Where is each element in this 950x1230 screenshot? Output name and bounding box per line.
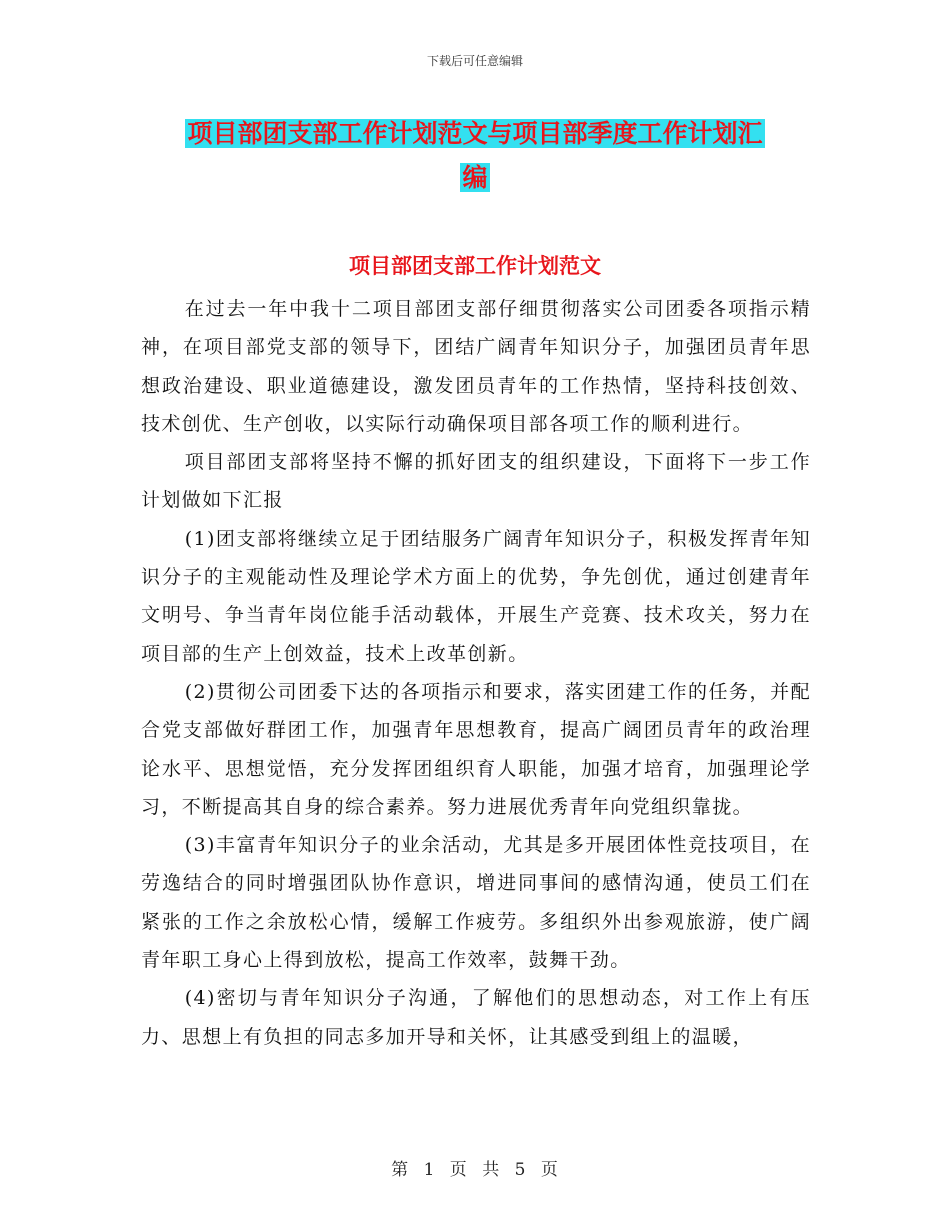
page-footer: [0, 1155, 950, 1180]
paragraph: (3)丰富青年知识分子的业余活动，尤其是多开展团体性竞技项目，在劳逸结合的同时增强团队协作意识，增进同事间的感情沟通，使员工们在紧张的工作之余放松心情，缓解工作疲劳。多组织外出参观旅游，使广阔青年职工身心上得到放松，提高工作效率，鼓舞干劲。: [141, 834, 811, 972]
paragraph: (1)团支部将继续立足于团结服务广阔青年知识分子，积极发挥青年知识分子的主观能动性及理论学术方面上的优势，争先创优，通过创建青年文明号、争当青年岗位能手活动载体，开展生产竞赛、技术攻关，努力在项目部的生产上创效益，技术上改革创新。: [141, 527, 811, 665]
section-title: 项目部团支部工作计划范文: [349, 254, 601, 278]
footer-total-pages: 5: [514, 1160, 527, 1180]
document-title: [145, 112, 805, 200]
paragraph: 项目部团支部将坚持不懈的抓好团支的组织建设，下面将下一步工作计划做如下汇报: [141, 451, 811, 512]
footer-page-number: 1: [423, 1160, 436, 1180]
document-body: [141, 290, 811, 1056]
footer-page-word: 页: [449, 1160, 468, 1180]
footer-total-prefix: 共: [482, 1160, 501, 1180]
paragraph: (4)密切与青年知识分子沟通，了解他们的思想动态，对工作上有压力、思想上有负担的同志多加开导和关怀，让其感受到组上的温暖，: [141, 987, 811, 1048]
paragraph: 在过去一年中我十二项目部团支部仔细贯彻落实公司团委各项指示精神，在项目部党支部的领导下，团结广阔青年知识分子，加强团员青年思想政治建设、职业道德建设，激发团员青年的工作热情，坚持科技创效、技术创优、生产创收，以实际行动确保项目部各项工作的顺利进行。: [141, 298, 811, 435]
header-note: 下载后可任意编辑: [426, 54, 523, 68]
document-title-line-1: 项目部团支部工作计划范文与项目部季度工作计划汇: [187, 119, 763, 148]
footer-prefix: 第: [391, 1160, 410, 1180]
paragraph: (2)贯彻公司团委下达的各项指示和要求，落实团建工作的任务，并配合党支部做好群团工作，加强青年思想教育，提高广阔团员青年的政治理论水平、思想觉悟，充分发挥团组织育人职能，加强才培育，加强理论学习，不断提高其自身的综合素养。努力进展优秀青年向党组织靠拢。: [141, 680, 811, 818]
document-title-line-2: 编: [462, 163, 488, 192]
footer-page-word-2: 页: [540, 1160, 559, 1180]
